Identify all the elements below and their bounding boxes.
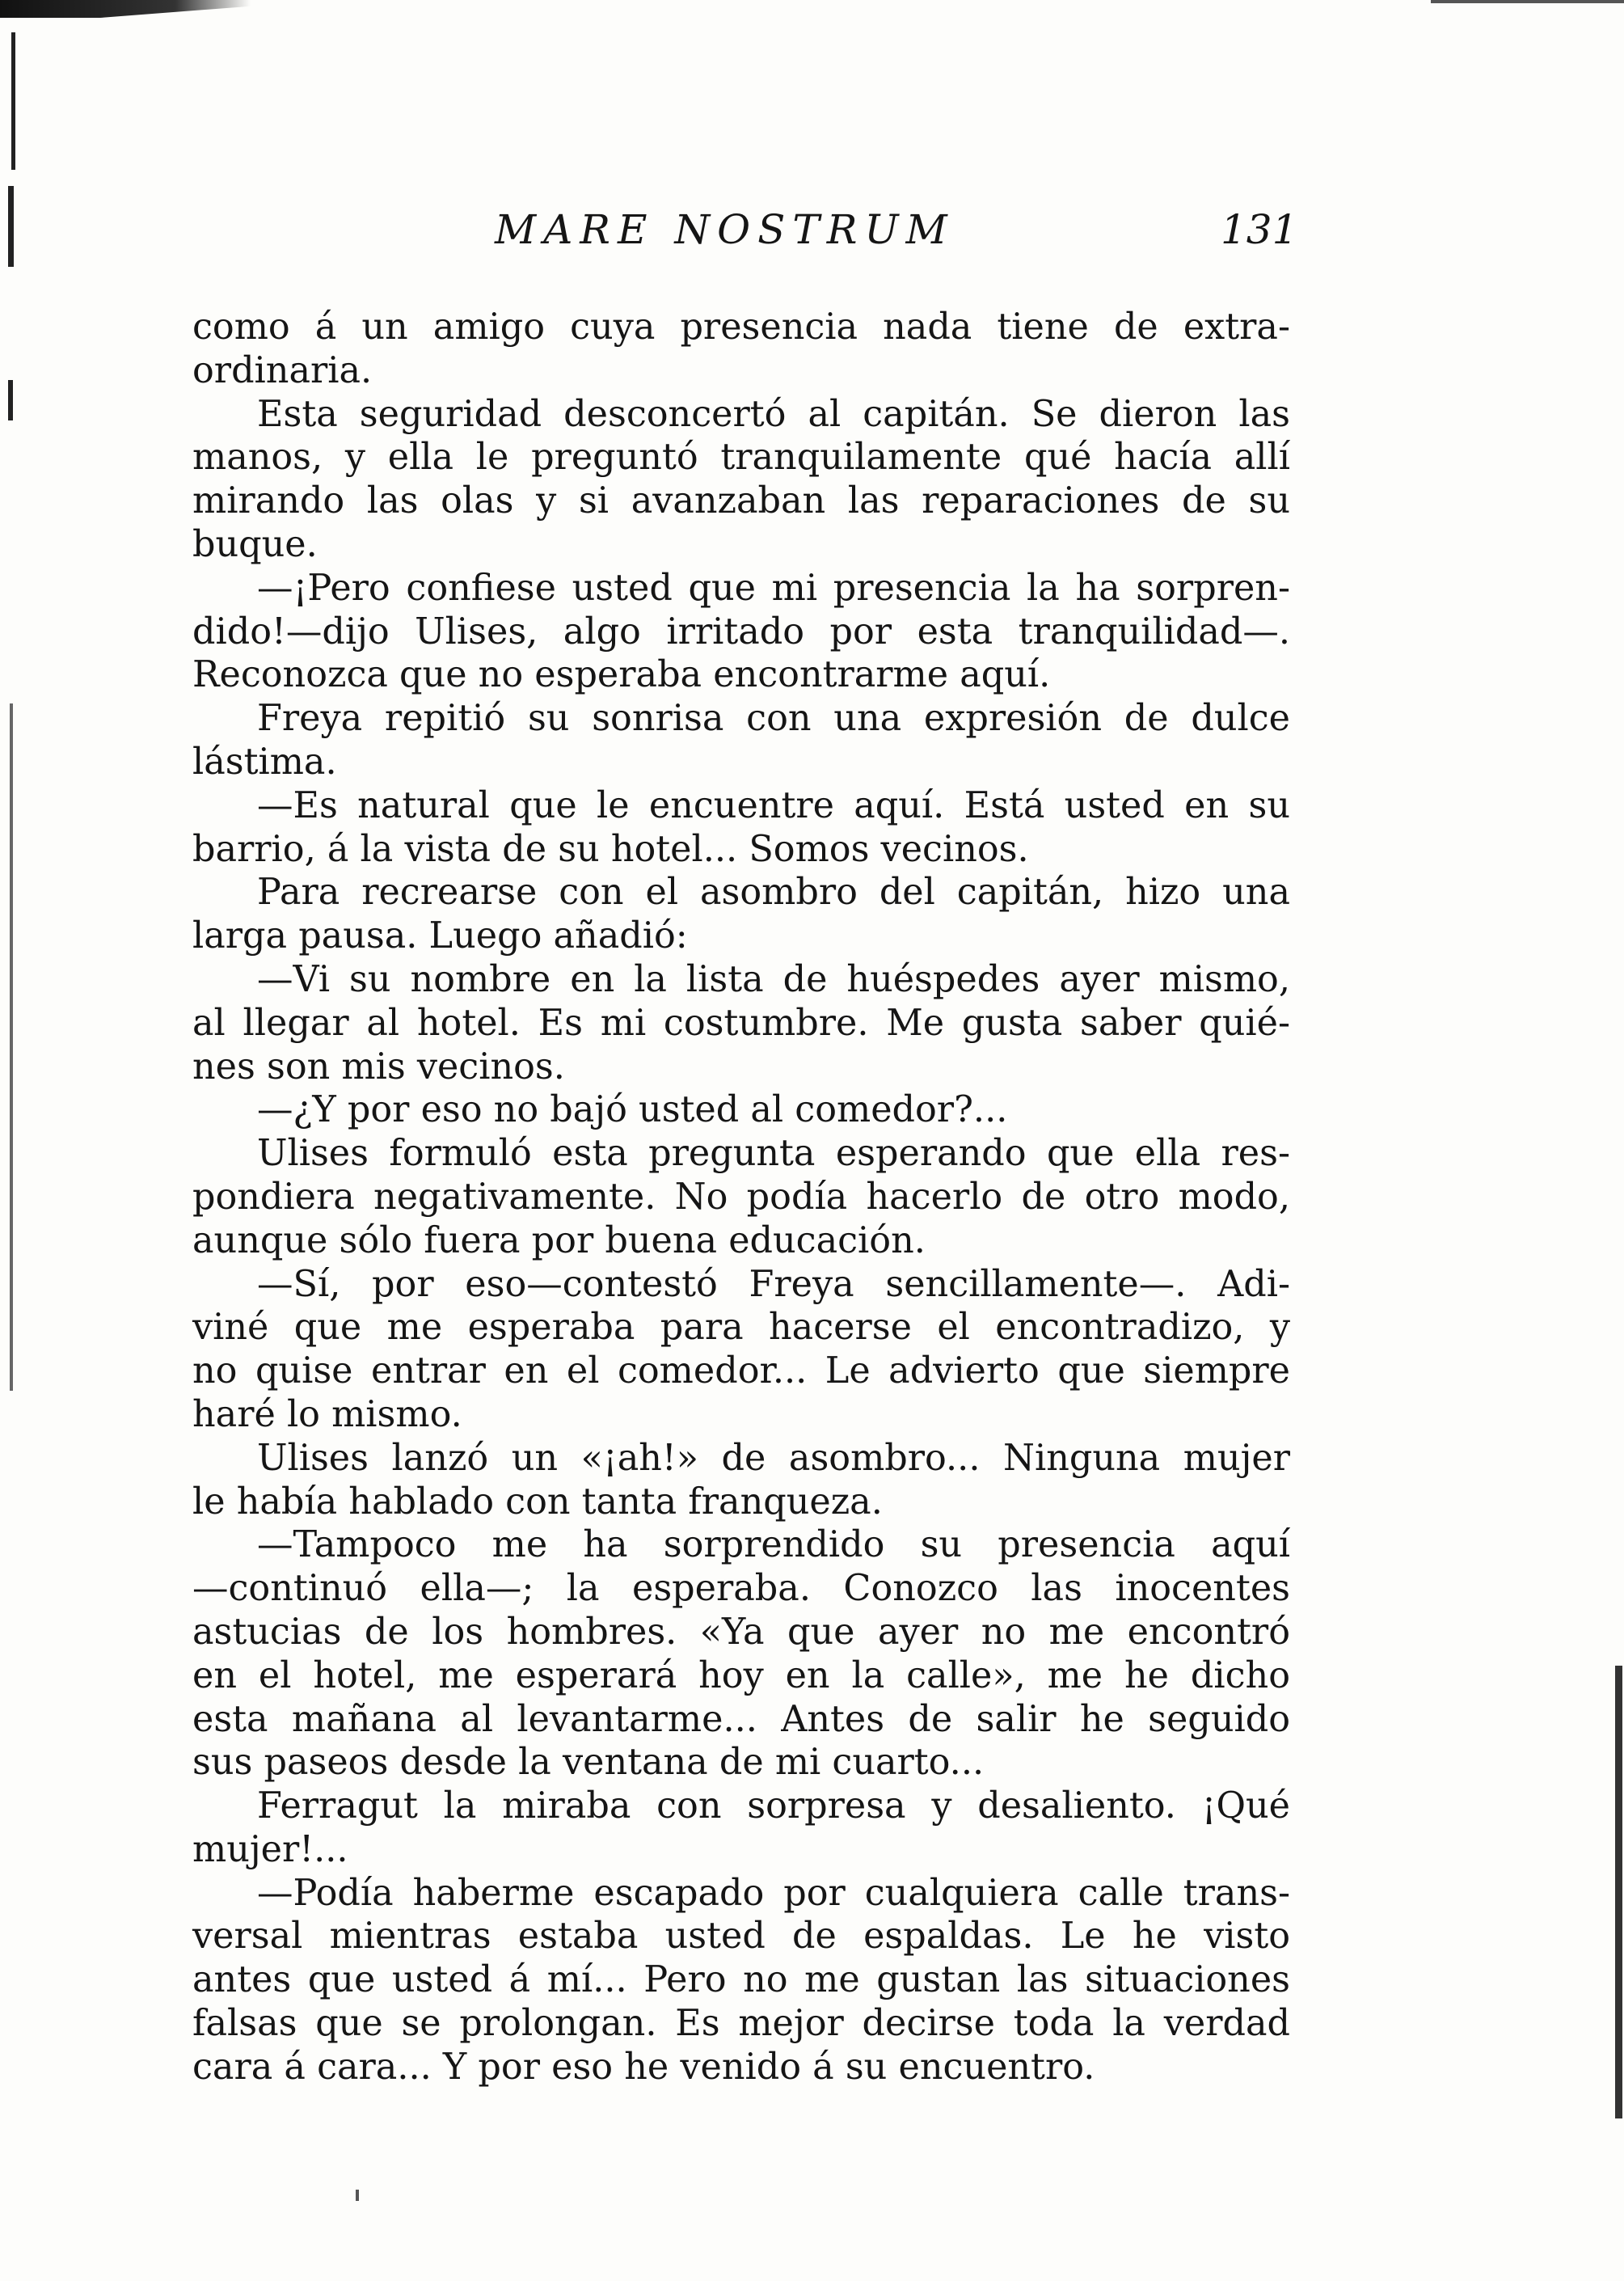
text-line: al llegar al hotel. Es mi costumbre. Me gusta saber quié-: [192, 1002, 1290, 1044]
scan-speck: [356, 2190, 359, 2201]
text-line: manos, y ella le preguntó tranquilamente qué hacía allí: [192, 437, 1290, 479]
text-line: lástima.: [192, 741, 337, 783]
scan-edge-shadow: [1615, 1666, 1622, 2118]
text-line: —continuó ella—; la esperaba. Conozco las inocentes: [192, 1568, 1290, 1610]
text-line: —Sí, por eso—contestó Freya sencillamente—. Adi-: [257, 1263, 1290, 1305]
text-line: Ulises lanzó un «¡ah!» de asombro... Ninguna mujer: [257, 1437, 1290, 1479]
scan-edge-shadow: [10, 703, 13, 1391]
text-line: esta mañana al levantarme... Antes de salir he seguido: [192, 1698, 1290, 1740]
text-line: dido!—dijo Ulises, algo irritado por esta tranquilidad—.: [192, 610, 1290, 653]
running-title: MARE NOSTRUM: [495, 206, 955, 253]
text-line: pondiera negativamente. No podía hacerlo de otro modo,: [192, 1176, 1290, 1218]
text-line: haré lo mismo.: [192, 1393, 462, 1435]
text-line: viné que me esperaba para hacerse el encontradizo, y: [192, 1307, 1290, 1349]
text-line: no quise entrar en el comedor... Le advierto que siempre: [192, 1350, 1290, 1392]
scan-edge-shadow: [0, 0, 251, 18]
text-line: falsas que se prolongan. Es mejor decirse toda la verdad: [192, 2003, 1290, 2045]
text-line: mirando las olas y si avanzaban las reparaciones de su: [192, 480, 1290, 522]
text-line: —Es natural que le encuentre aquí. Está usted en su: [257, 784, 1290, 826]
scan-edge-shadow: [11, 32, 15, 170]
page-number: 131: [1221, 206, 1298, 253]
text-line: le había hablado con tanta franqueza.: [192, 1481, 883, 1523]
text-line: ordinaria.: [192, 349, 373, 391]
scan-edge-shadow: [8, 380, 13, 420]
text-line: buque.: [192, 523, 318, 565]
text-line: en el hotel, me esperará hoy en la calle», me he dicho: [192, 1654, 1290, 1696]
text-line: Freya repitió su sonrisa con una expresión de dulce: [257, 698, 1290, 740]
text-line: como á un amigo cuya presencia nada tiene de extra-: [192, 306, 1290, 348]
text-line: Para recrearse con el asombro del capitán, hizo una: [257, 872, 1290, 914]
running-head: [0, 206, 1624, 263]
text-line: aunque sólo fuera por buena educación.: [192, 1219, 926, 1261]
text-line: Reconozca que no esperaba encontrarme aquí.: [192, 654, 1051, 696]
text-line: —¡Pero confiese usted que mi presencia la ha sorpren-: [257, 567, 1290, 609]
text-line: cara á cara... Y por eso he venido á su encuentro.: [192, 2046, 1095, 2088]
body-text: [192, 306, 1290, 2089]
text-line: mujer!...: [192, 1828, 348, 1870]
text-line: astucias de los hombres. «Ya que ayer no me encontró: [192, 1611, 1290, 1653]
text-line: barrio, á la vista de su hotel... Somos vecinos.: [192, 828, 1029, 870]
text-line: nes son mis vecinos.: [192, 1045, 565, 1088]
text-line: antes que usted á mí... Pero no me gustan las situaciones: [192, 1959, 1290, 2001]
text-line: —Vi su nombre en la lista de huéspedes ayer mismo,: [257, 958, 1290, 1000]
text-line: versal mientras estaba usted de espaldas. Le he visto: [192, 1916, 1290, 1958]
text-line: —Podía haberme escapado por cualquiera calle trans-: [257, 1872, 1290, 1914]
text-line: larga pausa. Luego añadió:: [192, 915, 688, 957]
scan-edge-shadow: [1431, 0, 1624, 3]
text-line: Ulises formuló esta pregunta esperando que ella res-: [257, 1133, 1290, 1175]
text-line: —¿Y por eso no bajó usted al comedor?...: [257, 1089, 1008, 1131]
text-line: —Tampoco me ha sorprendido su presencia aquí: [257, 1524, 1290, 1566]
text-line: sus paseos desde la ventana de mi cuarto...: [192, 1742, 985, 1784]
text-line: Ferragut la miraba con sorpresa y desaliento. ¡Qué: [257, 1785, 1290, 1827]
text-line: Esta seguridad desconcertó al capitán. Se dieron las: [257, 393, 1290, 435]
